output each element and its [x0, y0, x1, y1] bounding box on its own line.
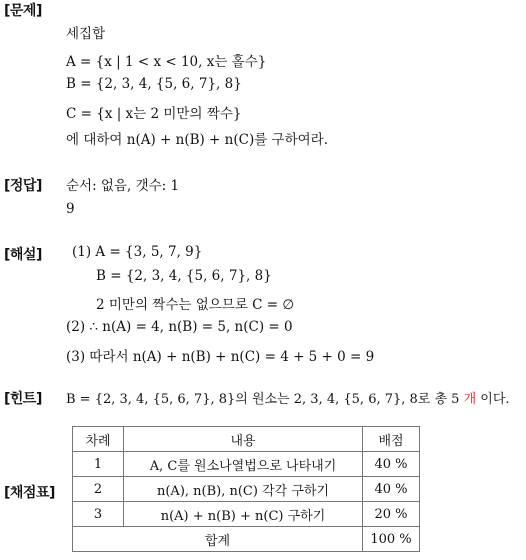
hint-text-before: B = {2, 3, 4, {5, 6, 7}, 8}의 원소는 2, 3, 4, {5, 6, 7}, 8로 총 5	[66, 392, 464, 407]
problem-line-set-b: B = {2, 3, 4, {5, 6, 7}, 8}	[66, 76, 242, 92]
solution-step-1b: B = {2, 3, 4, {5, 6, 7}, 8}	[96, 268, 272, 284]
grading-cell-points: 40 %	[363, 477, 420, 502]
grading-total-row	[73, 527, 420, 552]
grading-total-value: 100 %	[363, 527, 420, 552]
answer-meta: 순서: 없음, 갯수: 1	[66, 178, 180, 194]
hint-highlight: 개	[463, 392, 477, 407]
grading-header-order: 차례	[73, 427, 124, 452]
answer-value: 9	[66, 201, 75, 217]
grading-cell-content: n(A), n(B), n(C) 각각 구하기	[124, 477, 363, 502]
grading-header-row	[73, 427, 420, 452]
grading-cell-points: 20 %	[363, 502, 420, 527]
hint-label: [힌트]	[4, 391, 42, 407]
grading-cell-content: n(A) + n(B) + n(C) 구하기	[124, 502, 363, 527]
answer-label: [정답]	[4, 178, 42, 194]
grading-header-points: 배점	[363, 427, 420, 452]
grading-cell-order: 3	[73, 502, 124, 527]
solution-label: [해설]	[4, 247, 42, 263]
hint-text	[66, 388, 510, 407]
grading-label: [채점표]	[4, 485, 55, 501]
grading-cell-points: 40 %	[363, 452, 420, 477]
table-row	[73, 477, 420, 502]
problem-line-1: 세집합	[66, 26, 106, 42]
grading-cell-order: 1	[73, 452, 124, 477]
table-row	[73, 452, 420, 477]
solution-step-1c: 2 미만의 짝수는 없으므로 C = ∅	[96, 297, 295, 313]
grading-total-label: 합계	[73, 527, 363, 552]
table-row	[73, 502, 420, 527]
problem-line-set-c: C = {x | x는 2 미만의 짝수}	[66, 106, 242, 122]
hint-text-after: 이다.	[476, 392, 510, 407]
problem-label: [문제]	[4, 3, 42, 19]
solution-step-1: (1) A = {3, 5, 7, 9}	[72, 244, 203, 260]
solution-step-3: (3) 따라서 n(A) + n(B) + n(C) = 4 + 5 + 0 = 9	[66, 349, 375, 365]
solution-step-2: (2) ∴ n(A) = 4, n(B) = 5, n(C) = 0	[66, 319, 293, 335]
problem-line-question: 에 대하여 n(A) + n(B) + n(C)를 구하여라.	[66, 132, 329, 148]
grading-cell-order: 2	[73, 477, 124, 502]
grading-cell-content: A, C를 원소나열법으로 나타내기	[124, 452, 363, 477]
grading-header-content: 내용	[124, 427, 363, 452]
grading-table	[72, 426, 420, 552]
problem-line-set-a: A = {x | 1 < x < 10, x는 홀수}	[66, 54, 267, 70]
